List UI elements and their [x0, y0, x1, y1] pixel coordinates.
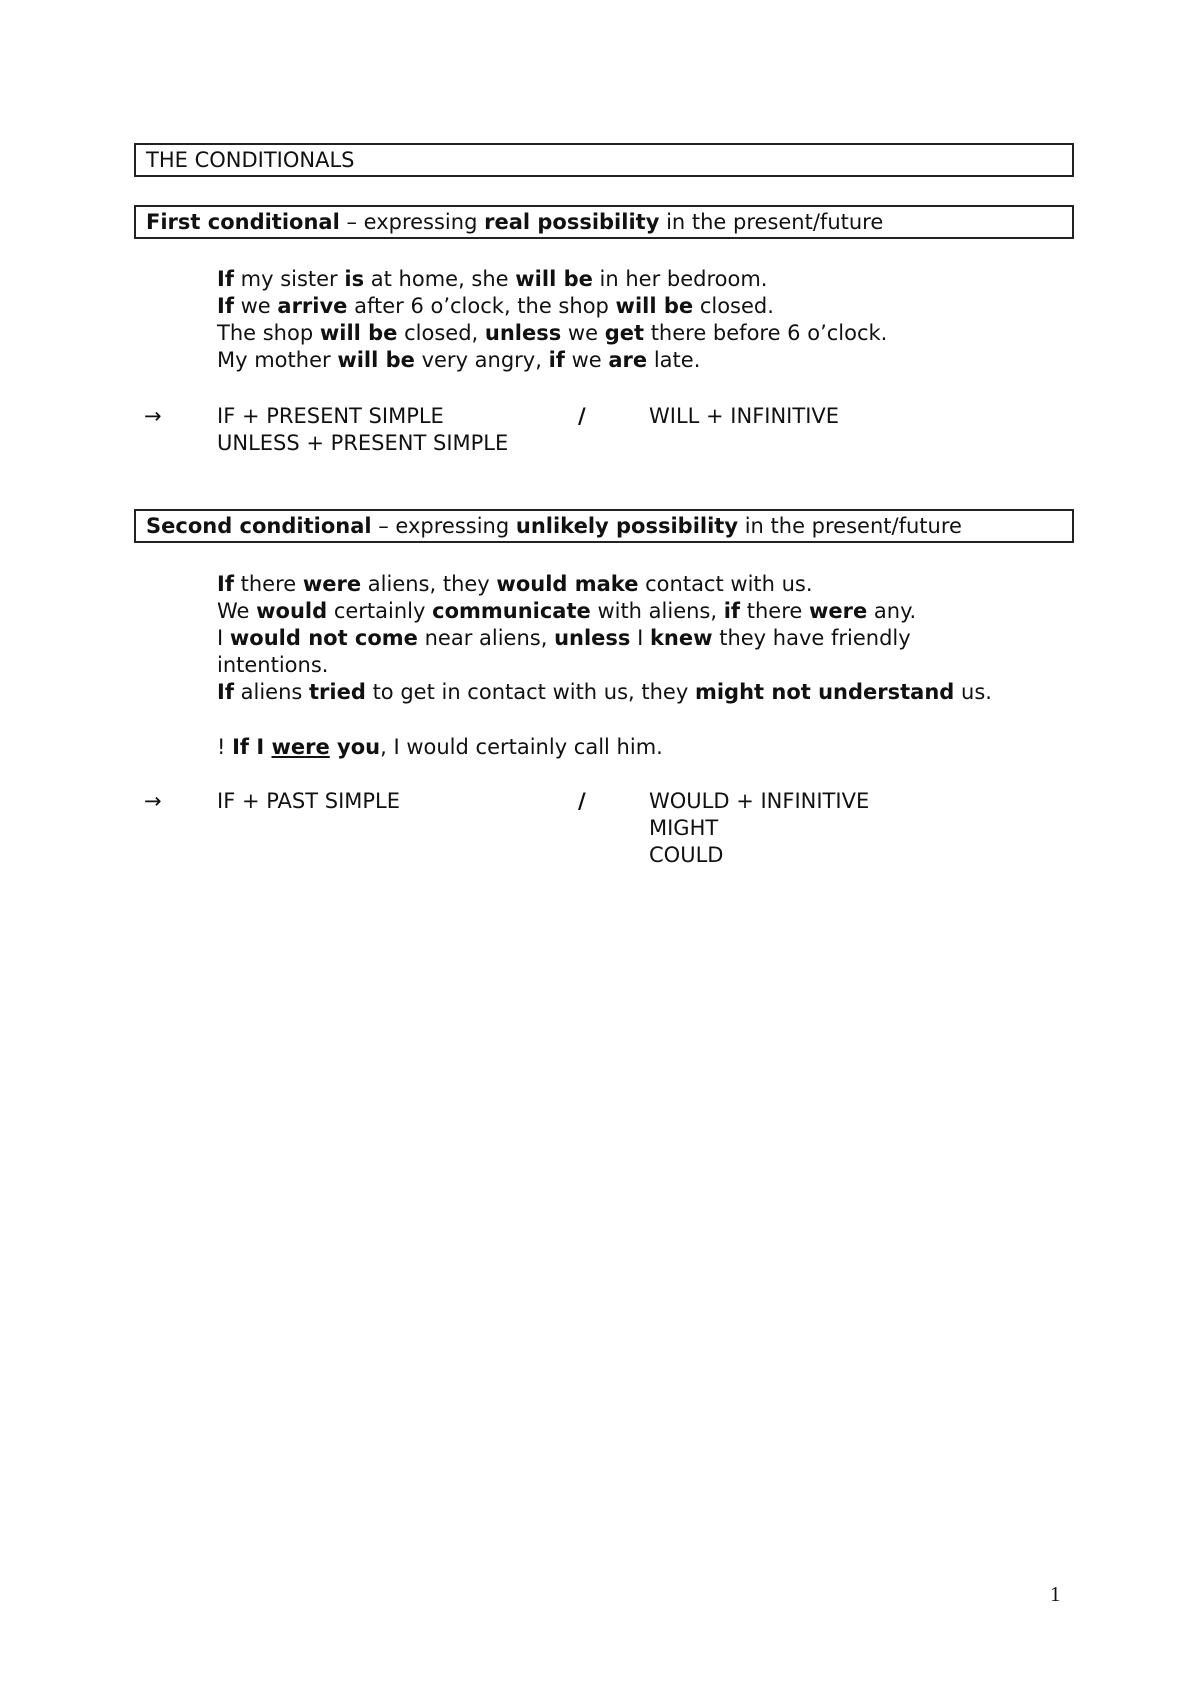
text-run: tried: [309, 680, 366, 704]
text-run: are: [608, 348, 648, 372]
text-run: near aliens,: [417, 626, 555, 650]
text-run: were: [302, 572, 362, 596]
text-run: I: [630, 626, 650, 650]
text-run: !: [217, 735, 233, 759]
example-sentence: [217, 571, 813, 598]
title-box: [134, 143, 1074, 177]
text-run: will be: [615, 294, 694, 318]
text-run: unless: [554, 626, 631, 650]
text-run: will be: [337, 348, 415, 372]
formula-if: IF + PRESENT SIMPLE: [217, 404, 444, 428]
text-run: [271, 735, 329, 759]
text-run: contact with us.: [638, 572, 813, 596]
second-conditional-heading: [134, 509, 1074, 543]
example-sentence: [217, 652, 328, 679]
text-run: we: [564, 348, 609, 372]
text-run: you: [329, 735, 381, 759]
heading-term: Second conditional: [146, 514, 372, 538]
text-run: unless: [484, 321, 562, 345]
text-run: any.: [867, 599, 917, 623]
heading-rest: in the present/future: [738, 514, 962, 538]
text-run: knew: [649, 626, 713, 650]
text-run: we: [561, 321, 605, 345]
arrow-icon: →: [144, 404, 162, 428]
underlined-word: were: [271, 735, 330, 759]
example-sentence: [217, 266, 767, 293]
first-conditional-heading: [134, 205, 1074, 239]
formula-unless: UNLESS + PRESENT SIMPLE: [217, 431, 509, 455]
text-run: aliens: [233, 680, 310, 704]
text-run: I: [217, 626, 230, 650]
heading-key: real possibility: [484, 210, 660, 234]
text-run: will be: [515, 267, 593, 291]
example-sentence: [217, 320, 887, 347]
page-title: THE CONDITIONALS: [146, 148, 355, 172]
text-run: certainly: [327, 599, 433, 623]
formula-would: WOULD + INFINITIVE: [649, 789, 870, 813]
formula-result: WILL + INFINITIVE: [649, 404, 840, 428]
text-run: we: [233, 294, 278, 318]
text-run: after 6 o’clock, the shop: [347, 294, 616, 318]
formula-could: COULD: [649, 843, 724, 867]
formula-slash: /: [578, 404, 586, 428]
page-number: 1: [1050, 1582, 1061, 1606]
text-run: The shop: [217, 321, 320, 345]
text-run: closed.: [693, 294, 774, 318]
example-sentence: [217, 347, 700, 374]
text-run: If: [217, 680, 234, 704]
text-run: If I: [232, 735, 272, 759]
heading-key: unlikely possibility: [515, 514, 739, 538]
heading-term: First conditional: [146, 210, 340, 234]
text-run: would: [256, 599, 328, 623]
text-run: they have friendly: [712, 626, 911, 650]
text-run: in her bedroom.: [592, 267, 768, 291]
text-run: to get in contact with us, they: [365, 680, 695, 704]
text-run: We: [217, 599, 257, 623]
text-run: If: [217, 572, 234, 596]
text-run: is: [344, 267, 365, 291]
text-run: late.: [647, 348, 701, 372]
text-run: aliens, they: [361, 572, 497, 596]
text-run: communicate: [432, 599, 591, 623]
formula-if: IF + PAST SIMPLE: [217, 789, 401, 813]
text-run: if: [723, 599, 741, 623]
example-sentence: [217, 625, 911, 652]
text-run: If: [217, 267, 234, 291]
text-run: with aliens,: [590, 599, 724, 623]
text-run: would make: [496, 572, 639, 596]
text-run: there before 6 o’clock.: [644, 321, 888, 345]
text-run: closed,: [397, 321, 485, 345]
text-run: arrive: [277, 294, 348, 318]
text-run: us.: [954, 680, 992, 704]
text-run: at home, she: [364, 267, 516, 291]
text-run: would not come: [229, 626, 418, 650]
heading-rest: in the present/future: [659, 210, 884, 234]
text-run: intentions.: [217, 653, 329, 677]
text-run: get: [604, 321, 645, 345]
example-sentence: [217, 598, 916, 625]
text-run: there: [740, 599, 809, 623]
text-run: If: [217, 294, 234, 318]
text-run: were: [808, 599, 868, 623]
arrow-icon: →: [144, 789, 162, 813]
formula-slash: /: [578, 789, 586, 813]
heading-dash: – expressing: [371, 514, 516, 538]
example-sentence: [217, 679, 992, 706]
text-run: my sister: [233, 267, 345, 291]
text-run: might not understand: [694, 680, 955, 704]
text-run: very angry,: [414, 348, 549, 372]
note-line: [217, 734, 663, 761]
text-run: if: [548, 348, 565, 372]
heading-dash: – expressing: [339, 210, 485, 234]
text-run: My mother: [217, 348, 338, 372]
text-run: will be: [319, 321, 398, 345]
text-run: there: [233, 572, 303, 596]
example-sentence: [217, 293, 774, 320]
text-run: , I would certainly call him.: [380, 735, 663, 759]
formula-might: MIGHT: [649, 816, 719, 840]
